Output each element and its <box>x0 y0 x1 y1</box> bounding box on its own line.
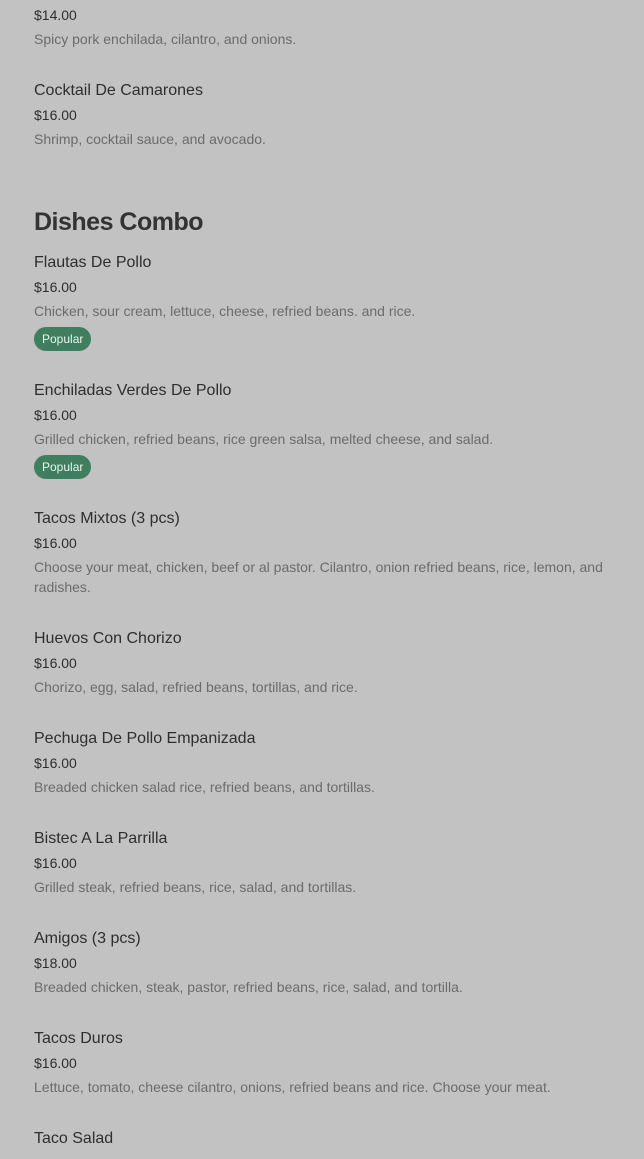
item-price: $18.00 <box>34 955 77 971</box>
item-description: Grilled steak, refried beans, rice, salad, and tortillas. <box>34 879 357 895</box>
item-name[interactable]: Flautas De Pollo <box>34 254 152 271</box>
item-price: $16.00 <box>34 279 77 295</box>
item-price: $16.00 <box>34 655 77 671</box>
item-description: Chicken, sour cream, lettuce, cheese, refried beans. and rice. <box>34 303 416 319</box>
item-description: Shrimp, cocktail sauce, and avocado. <box>34 131 266 147</box>
menu-item[interactable] <box>34 509 614 597</box>
menu-item[interactable] <box>34 6 614 49</box>
section-title: Dishes Combo <box>34 208 204 236</box>
item-description: Breaded chicken salad rice, refried beans, and tortillas. <box>34 779 375 795</box>
item-price: $16.00 <box>34 1055 77 1071</box>
menu-item[interactable] <box>34 929 614 997</box>
item-description: Breaded chicken, steak, pastor, refried beans, rice, salad, and tortilla. <box>34 979 463 995</box>
item-price: $14.00 <box>34 7 77 23</box>
menu-item[interactable] <box>34 829 614 897</box>
item-price: $16.00 <box>34 755 77 771</box>
menu-item[interactable] <box>34 253 614 351</box>
menu-item[interactable] <box>34 729 614 797</box>
menu-item[interactable] <box>34 381 614 479</box>
menu-item[interactable] <box>34 629 614 697</box>
item-description: Spicy pork enchilada, cilantro, and onions. <box>34 31 297 47</box>
item-name[interactable]: Pechuga De Pollo Empanizada <box>34 730 256 747</box>
item-name[interactable]: Tacos Duros <box>34 1030 123 1047</box>
item-price: $16.00 <box>34 855 77 871</box>
menu-item[interactable] <box>34 1129 614 1149</box>
item-description: Choose your meat, chicken, beef or al pastor. Cilantro, onion refried beans, rice, lemon, and radishes. <box>34 559 603 595</box>
popular-badge: Popular <box>34 455 91 479</box>
item-description: Lettuce, tomato, cheese cilantro, onions, refried beans and rice. Choose your meat. <box>34 1079 551 1095</box>
item-price: $16.00 <box>34 407 77 423</box>
item-name[interactable]: Cocktail De Camarones <box>34 82 203 99</box>
menu-item[interactable] <box>34 81 614 149</box>
item-description: Chorizo, egg, salad, refried beans, tortillas, and rice. <box>34 679 358 695</box>
item-price: $16.00 <box>34 107 77 123</box>
item-name[interactable]: Amigos (3 pcs) <box>34 930 141 947</box>
item-name[interactable]: Tacos Mixtos (3 pcs) <box>34 510 180 527</box>
popular-badge: Popular <box>34 327 91 351</box>
menu-item[interactable] <box>34 1029 614 1097</box>
item-price: $16.00 <box>34 535 77 551</box>
item-name[interactable]: Bistec A La Parrilla <box>34 830 168 847</box>
item-description: Grilled chicken, refried beans, rice green salsa, melted cheese, and salad. <box>34 431 494 447</box>
item-name[interactable]: Huevos Con Chorizo <box>34 630 182 647</box>
item-name[interactable]: Enchiladas Verdes De Pollo <box>34 382 232 399</box>
item-name[interactable]: Taco Salad <box>34 1130 114 1147</box>
